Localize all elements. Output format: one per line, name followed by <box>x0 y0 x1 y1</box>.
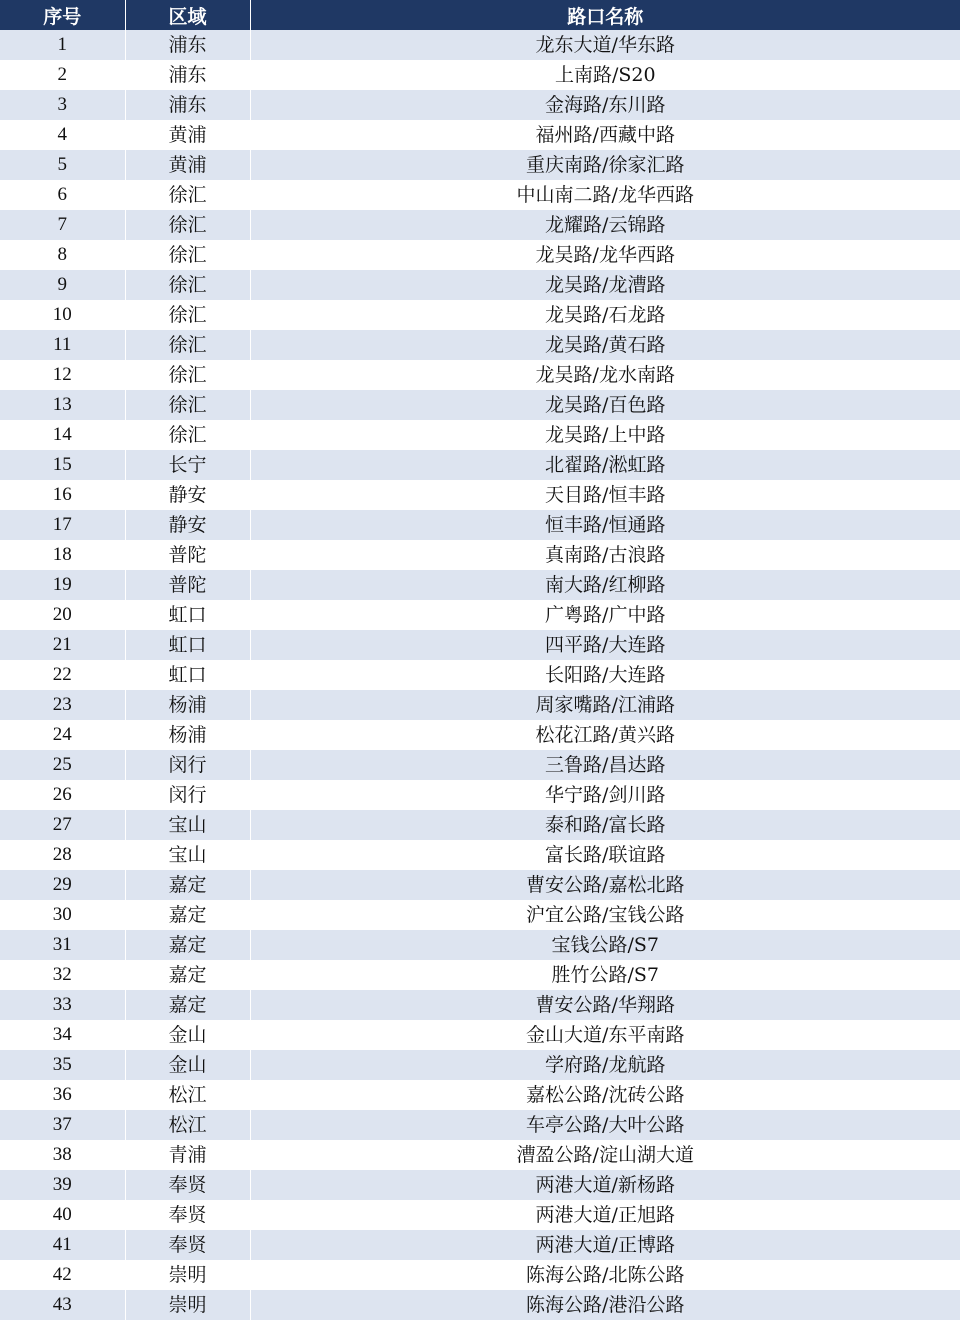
cell-index: 28 <box>0 840 125 870</box>
cell-intersection-name: 天目路/恒丰路 <box>250 480 960 510</box>
cell-intersection-name: 泰和路/富长路 <box>250 810 960 840</box>
cell-index: 27 <box>0 810 125 840</box>
cell-index: 3 <box>0 90 125 120</box>
cell-district: 静安 <box>125 480 250 510</box>
cell-district: 黄浦 <box>125 150 250 180</box>
cell-index: 29 <box>0 870 125 900</box>
cell-index: 21 <box>0 630 125 660</box>
cell-intersection-name: 华宁路/剑川路 <box>250 780 960 810</box>
cell-index: 8 <box>0 240 125 270</box>
table-row <box>0 300 960 330</box>
cell-intersection-name: 龙吴路/百色路 <box>250 390 960 420</box>
cell-index: 26 <box>0 780 125 810</box>
cell-intersection-name: 北翟路/淞虹路 <box>250 450 960 480</box>
table-row <box>0 1200 960 1230</box>
cell-index: 38 <box>0 1140 125 1170</box>
cell-index: 14 <box>0 420 125 450</box>
cell-intersection-name: 龙吴路/龙水南路 <box>250 360 960 390</box>
cell-intersection-name: 曹安公路/嘉松北路 <box>250 870 960 900</box>
cell-index: 9 <box>0 270 125 300</box>
cell-intersection-name: 周家嘴路/江浦路 <box>250 690 960 720</box>
cell-intersection-name: 真南路/古浪路 <box>250 540 960 570</box>
table-row <box>0 660 960 690</box>
table-row <box>0 720 960 750</box>
table-row <box>0 780 960 810</box>
cell-index: 11 <box>0 330 125 360</box>
cell-intersection-name: 金海路/东川路 <box>250 90 960 120</box>
cell-district: 嘉定 <box>125 960 250 990</box>
cell-index: 7 <box>0 210 125 240</box>
cell-intersection-name: 南大路/红柳路 <box>250 570 960 600</box>
cell-index: 12 <box>0 360 125 390</box>
table-row <box>0 840 960 870</box>
cell-district: 奉贤 <box>125 1200 250 1230</box>
cell-index: 2 <box>0 60 125 90</box>
cell-index: 32 <box>0 960 125 990</box>
cell-intersection-name: 四平路/大连路 <box>250 630 960 660</box>
cell-index: 25 <box>0 750 125 780</box>
table-row <box>0 210 960 240</box>
cell-index: 22 <box>0 660 125 690</box>
table-row <box>0 360 960 390</box>
table-row <box>0 90 960 120</box>
cell-intersection-name: 恒丰路/恒通路 <box>250 510 960 540</box>
cell-intersection-name: 上南路/S20 <box>250 60 960 90</box>
cell-district: 虹口 <box>125 630 250 660</box>
cell-district: 松江 <box>125 1110 250 1140</box>
cell-index: 37 <box>0 1110 125 1140</box>
table-row <box>0 60 960 90</box>
table-row <box>0 1110 960 1140</box>
table-row <box>0 540 960 570</box>
cell-intersection-name: 福州路/西藏中路 <box>250 120 960 150</box>
cell-intersection-name: 车亭公路/大叶公路 <box>250 1110 960 1140</box>
cell-district: 奉贤 <box>125 1170 250 1200</box>
cell-district: 崇明 <box>125 1290 250 1320</box>
cell-district: 浦东 <box>125 60 250 90</box>
cell-index: 20 <box>0 600 125 630</box>
cell-index: 16 <box>0 480 125 510</box>
cell-intersection-name: 嘉松公路/沈砖公路 <box>250 1080 960 1110</box>
table-row <box>0 180 960 210</box>
cell-district: 嘉定 <box>125 870 250 900</box>
cell-district: 虹口 <box>125 600 250 630</box>
cell-intersection-name: 重庆南路/徐家汇路 <box>250 150 960 180</box>
table-row <box>0 870 960 900</box>
cell-district: 徐汇 <box>125 270 250 300</box>
cell-index: 36 <box>0 1080 125 1110</box>
cell-district: 嘉定 <box>125 930 250 960</box>
cell-intersection-name: 金山大道/东平南路 <box>250 1020 960 1050</box>
cell-district: 杨浦 <box>125 690 250 720</box>
cell-district: 普陀 <box>125 570 250 600</box>
cell-district: 普陀 <box>125 540 250 570</box>
cell-district: 崇明 <box>125 1260 250 1290</box>
cell-index: 34 <box>0 1020 125 1050</box>
table-row <box>0 570 960 600</box>
table-row <box>0 930 960 960</box>
table-row <box>0 690 960 720</box>
cell-intersection-name: 龙吴路/黄石路 <box>250 330 960 360</box>
table-row <box>0 30 960 60</box>
table-row <box>0 1020 960 1050</box>
cell-district: 徐汇 <box>125 330 250 360</box>
cell-district: 杨浦 <box>125 720 250 750</box>
table-row <box>0 630 960 660</box>
table-row <box>0 150 960 180</box>
table-body <box>0 30 960 1320</box>
header-district: 区域 <box>125 0 250 30</box>
table-row <box>0 750 960 780</box>
table-row <box>0 600 960 630</box>
cell-district: 松江 <box>125 1080 250 1110</box>
table-row <box>0 1080 960 1110</box>
cell-index: 18 <box>0 540 125 570</box>
cell-district: 闵行 <box>125 750 250 780</box>
cell-district: 徐汇 <box>125 180 250 210</box>
cell-district: 宝山 <box>125 840 250 870</box>
table-row <box>0 420 960 450</box>
cell-intersection-name: 长阳路/大连路 <box>250 660 960 690</box>
cell-intersection-name: 龙吴路/龙漕路 <box>250 270 960 300</box>
header-intersection-name: 路口名称 <box>250 0 960 30</box>
cell-index: 5 <box>0 150 125 180</box>
cell-index: 39 <box>0 1170 125 1200</box>
table-row <box>0 330 960 360</box>
cell-intersection-name: 沪宜公路/宝钱公路 <box>250 900 960 930</box>
cell-index: 24 <box>0 720 125 750</box>
cell-intersection-name: 中山南二路/龙华西路 <box>250 180 960 210</box>
cell-district: 金山 <box>125 1050 250 1080</box>
cell-index: 30 <box>0 900 125 930</box>
cell-intersection-name: 陈海公路/北陈公路 <box>250 1260 960 1290</box>
cell-index: 35 <box>0 1050 125 1080</box>
cell-district: 嘉定 <box>125 900 250 930</box>
cell-intersection-name: 龙吴路/上中路 <box>250 420 960 450</box>
cell-district: 静安 <box>125 510 250 540</box>
table-row <box>0 1290 960 1320</box>
cell-index: 1 <box>0 30 125 60</box>
cell-district: 浦东 <box>125 30 250 60</box>
table-row <box>0 990 960 1020</box>
cell-district: 浦东 <box>125 90 250 120</box>
table-row <box>0 1140 960 1170</box>
cell-intersection-name: 龙东大道/华东路 <box>250 30 960 60</box>
table-row <box>0 810 960 840</box>
cell-district: 金山 <box>125 1020 250 1050</box>
table-row <box>0 480 960 510</box>
cell-district: 虹口 <box>125 660 250 690</box>
cell-index: 13 <box>0 390 125 420</box>
cell-district: 徐汇 <box>125 390 250 420</box>
cell-intersection-name: 陈海公路/港沿公路 <box>250 1290 960 1320</box>
cell-index: 10 <box>0 300 125 330</box>
table-row <box>0 960 960 990</box>
cell-intersection-name: 两港大道/正博路 <box>250 1230 960 1260</box>
cell-index: 19 <box>0 570 125 600</box>
table-header-row <box>0 0 960 30</box>
cell-intersection-name: 龙吴路/石龙路 <box>250 300 960 330</box>
cell-intersection-name: 松花江路/黄兴路 <box>250 720 960 750</box>
cell-index: 6 <box>0 180 125 210</box>
table-row <box>0 510 960 540</box>
cell-district: 黄浦 <box>125 120 250 150</box>
cell-intersection-name: 两港大道/正旭路 <box>250 1200 960 1230</box>
cell-intersection-name: 宝钱公路/S7 <box>250 930 960 960</box>
cell-intersection-name: 胜竹公路/S7 <box>250 960 960 990</box>
cell-district: 徐汇 <box>125 420 250 450</box>
cell-index: 42 <box>0 1260 125 1290</box>
table-row <box>0 120 960 150</box>
cell-intersection-name: 广粤路/广中路 <box>250 600 960 630</box>
cell-intersection-name: 龙吴路/龙华西路 <box>250 240 960 270</box>
cell-district: 徐汇 <box>125 240 250 270</box>
cell-index: 41 <box>0 1230 125 1260</box>
cell-index: 17 <box>0 510 125 540</box>
cell-district: 徐汇 <box>125 360 250 390</box>
cell-index: 33 <box>0 990 125 1020</box>
table-row <box>0 450 960 480</box>
cell-district: 奉贤 <box>125 1230 250 1260</box>
cell-district: 闵行 <box>125 780 250 810</box>
cell-intersection-name: 曹安公路/华翔路 <box>250 990 960 1020</box>
cell-intersection-name: 富长路/联谊路 <box>250 840 960 870</box>
cell-intersection-name: 漕盈公路/淀山湖大道 <box>250 1140 960 1170</box>
cell-district: 宝山 <box>125 810 250 840</box>
table-row <box>0 1170 960 1200</box>
table-row <box>0 1260 960 1290</box>
cell-index: 23 <box>0 690 125 720</box>
cell-index: 31 <box>0 930 125 960</box>
table-row <box>0 240 960 270</box>
cell-intersection-name: 两港大道/新杨路 <box>250 1170 960 1200</box>
table-row <box>0 900 960 930</box>
header-index: 序号 <box>0 0 125 30</box>
cell-district: 徐汇 <box>125 300 250 330</box>
cell-intersection-name: 龙耀路/云锦路 <box>250 210 960 240</box>
table-row <box>0 390 960 420</box>
table-row <box>0 1230 960 1260</box>
cell-index: 40 <box>0 1200 125 1230</box>
cell-intersection-name: 三鲁路/昌达路 <box>250 750 960 780</box>
cell-district: 徐汇 <box>125 210 250 240</box>
cell-district: 长宁 <box>125 450 250 480</box>
table-row <box>0 270 960 300</box>
cell-index: 15 <box>0 450 125 480</box>
cell-district: 青浦 <box>125 1140 250 1170</box>
cell-district: 嘉定 <box>125 990 250 1020</box>
table-row <box>0 1050 960 1080</box>
cell-index: 43 <box>0 1290 125 1320</box>
cell-index: 4 <box>0 120 125 150</box>
cell-intersection-name: 学府路/龙航路 <box>250 1050 960 1080</box>
